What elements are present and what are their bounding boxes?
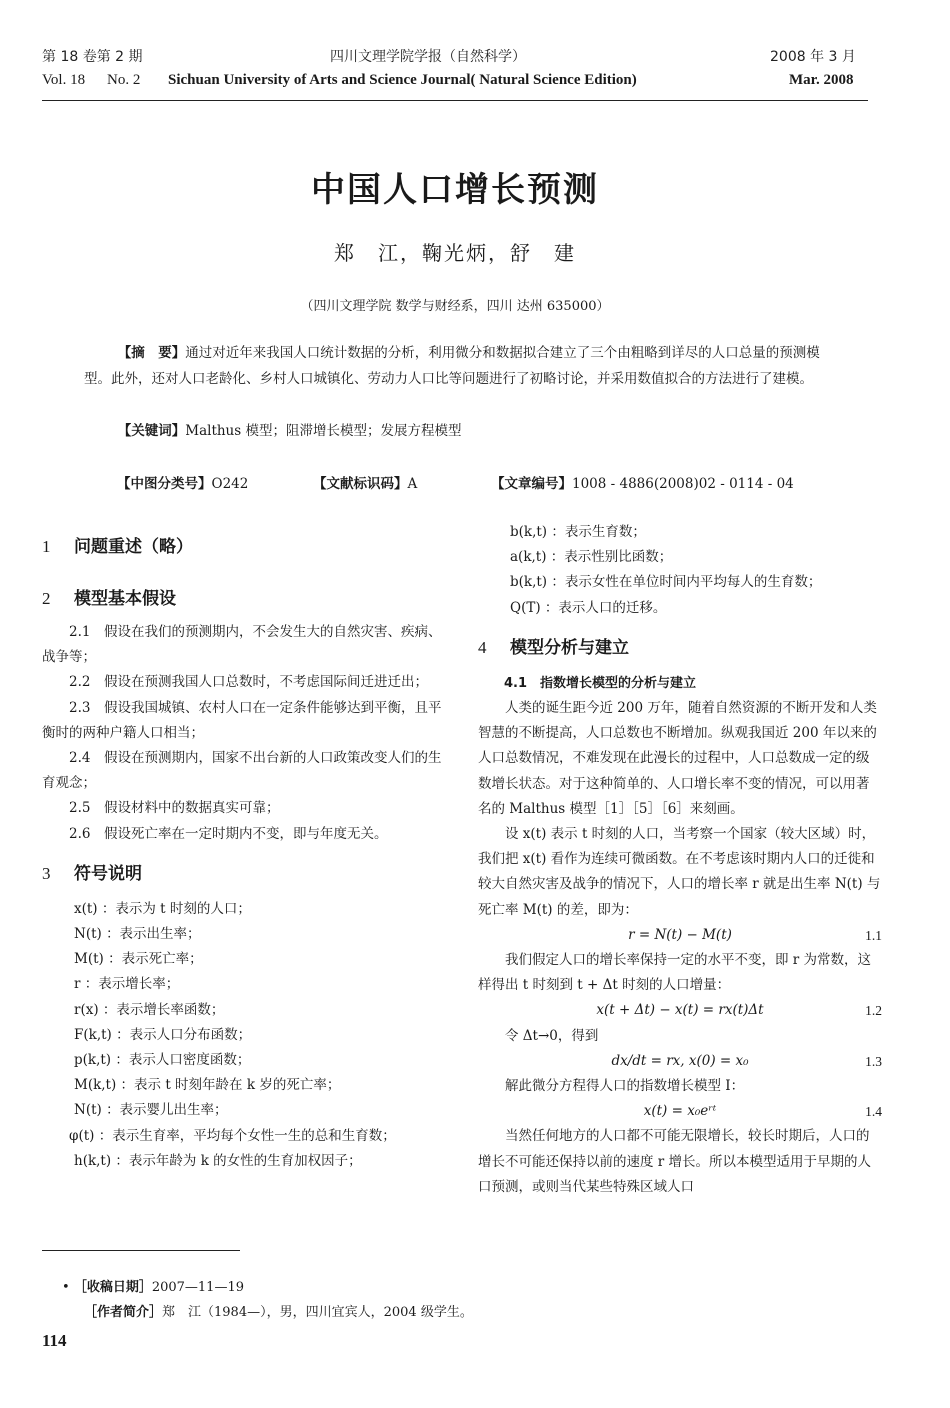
footnote-bullet: • — [62, 1280, 70, 1295]
clc-label: 【中图分类号】 — [117, 476, 212, 492]
symbol-item: r(x) ：表示增长率函数； — [74, 1001, 225, 1018]
abstract — [84, 340, 836, 392]
symbol-item: a(k,t) ：表示性别比函数； — [510, 549, 673, 566]
assumption-2-3: 2.3 假设我国城镇、农村人口在一定条件能够达到平衡，且平衡时的两种户籍人口相当； — [42, 699, 442, 741]
symbol-item: h(k,t) ：表示年龄为 k 的女性的生育加权因子； — [74, 1152, 362, 1169]
equation-1-4: x(t) = x₀eʳᵗ 1.4 — [643, 1103, 882, 1120]
symbol-item: N(t) ：表示婴儿出生率； — [74, 1102, 228, 1119]
symbol-item: M(t) ：表示死亡率； — [74, 951, 203, 968]
header-issue-cn: 第 18 卷第 2 期 — [42, 49, 143, 65]
article-number — [491, 472, 794, 492]
section-1-heading: 1 问题重述（略） — [42, 537, 193, 557]
article-value: 1008 - 4886(2008)02 - 0114 - 04 — [572, 476, 794, 492]
paragraph-limit: 令 Δt→0，得到 — [505, 1027, 599, 1044]
header-journal: Sichuan University of Arts and Science Journal( Natural Science Edition) — [168, 72, 637, 88]
header-volume: Vol. 18 — [42, 72, 86, 88]
keywords-label: 【关键词】 — [117, 423, 186, 439]
article-label: 【文章编号】 — [491, 476, 572, 492]
symbol-item: r ：表示增长率； — [74, 976, 180, 993]
symbol-item: M(k,t) ：表示 t 时刻年龄在 k 岁的死亡率； — [74, 1077, 341, 1094]
symbol-item: φ(t) ：表示生育率，平均每个女性一生的总和生育数； — [69, 1127, 396, 1144]
assumption-2-6: 2.6 假设死亡率在一定时期内不变，即与年度无关。 — [69, 825, 388, 842]
right-column — [478, 520, 882, 1200]
abstract-text: 通过对近年来我国人口统计数据的分析，利用微分和数据拟合建立了三个由粗略到详尽的人口总量的预测模型。此外，还对人口老龄化、乡村人口城镇化、劳动力人口比等问题进行了初略讨论，并采用数值拟合的方法进行了建模。 — [84, 345, 820, 387]
keywords — [84, 418, 836, 444]
doc-label: 【文献标识码】 — [313, 476, 408, 492]
header-rule — [42, 100, 868, 101]
doc-value: A — [407, 476, 418, 492]
page-number: 114 — [42, 1331, 67, 1350]
header-issue: No. 2 — [107, 72, 141, 88]
footnote-received: • ［收稿日期］2007—11—19 — [62, 1280, 244, 1295]
page-title: 中国人口增长预测 — [311, 170, 599, 210]
assumption-2-1: 2.1 假设在我们的预测期内，不会发生大的自然灾害、疾病、战争等； — [42, 624, 442, 666]
equation-1-1: r = N(t) − M(t) 1.1 — [628, 926, 882, 943]
symbol-item: b(k,t) ：表示女性在单位时间内平均每人的生育数； — [510, 574, 822, 591]
symbol-item: x(t) ：表示为 t 时刻的人口； — [74, 900, 251, 917]
paragraph-malthus: 人类的诞生距今近 200 万年，随着自然资源的不断开发和人类智慧的不断提高，人口总数也不断增加。纵观我国近 200 年以来的人口总数情况，不难发现在此漫长的过程中，人口总数成一定的级数增长状态。对于这种简单的、人口增长率不变的情况，可以用著名的 Malthus 模型［1］［5］［6］来刻画。 — [478, 700, 877, 817]
assumption-2-5: 2.5 假设材料中的数据真实可靠； — [69, 800, 280, 817]
symbol-item: p(k,t) ：表示人口密度函数； — [74, 1052, 251, 1069]
assumption-2-4: 2.4 假设在预测期内，国家不出台新的人口政策改变人们的生育观念； — [42, 750, 442, 792]
symbol-item: F(k,t) ：表示人口分布函数； — [74, 1026, 252, 1043]
symbol-item: b(k,t) ：表示生育数； — [510, 524, 646, 540]
affiliation: （四川文理学院 数学与财经系，四川 达州 635000） — [300, 299, 610, 314]
section-4-heading: 4 模型分析与建立 — [478, 637, 629, 658]
paragraph-growth-rate: 设 x(t) 表示 t 时刻的人口，当考察一个国家（较大区域）时，我们把 x(t) 看作为连续可微函数。在不考虑该时期内人口的迁徙和较大自然灾害及战争的情况下，人口的增长率 r 就是出生率 N(t) 与死亡率 M(t) 的差，即为： — [478, 826, 881, 918]
header-journal-cn: 四川文理学院学报（自然科学） — [330, 49, 526, 65]
section-2-heading: 2 模型基本假设 — [42, 589, 176, 609]
equation-1-2: x(t + Δt) − x(t) = rx(t)Δt 1.2 — [596, 1002, 882, 1019]
paragraph-constant-rate: 我们假定人口的增长率保持一定的水平不变，即 r 为常数，这样得出 t 时刻到 t + Δt 时刻的人口增量： — [478, 952, 872, 994]
symbol-item: Q(T) ：表示人口的迁移。 — [510, 599, 667, 616]
authors: 郑 江，鞠光炳，舒 建 — [334, 241, 576, 265]
symbol-item: N(t) ：表示出生率； — [74, 926, 201, 943]
header-date: Mar. 2008 — [789, 72, 854, 88]
abstract-label: 【摘 要】 — [117, 345, 186, 361]
footnote-author: ［作者简介］郑 江（1984—），男，四川宜宾人，2004 级学生。 — [84, 1305, 473, 1320]
section-4-1-heading: 4.1 指数增长模型的分析与建立 — [504, 675, 697, 691]
doc-code — [313, 472, 417, 492]
footnote-rule — [42, 1250, 240, 1251]
clc-value: O242 — [211, 476, 249, 492]
paragraph-limitation: 当然任何地方的人口都不可能无限增长，较长时期后，人口的增长不可能还保持以前的速度 r 增长。所以本模型适用于早期的人口预测，或则当代某些特殊区域人口 — [478, 1128, 872, 1195]
header-date-cn: 2008 年 3 月 — [770, 49, 856, 65]
clc-number — [117, 472, 248, 492]
section-3-heading: 3 符号说明 — [42, 863, 142, 884]
keywords-text: Malthus 模型；阻滞增长模型；发展方程模型 — [185, 423, 462, 439]
assumption-2-2: 2.2 假设在预测我国人口总数时，不考虑国际间迁进迁出； — [69, 674, 428, 691]
paragraph-solution: 解此微分方程得人口的指数增长模型 Ⅰ： — [505, 1078, 745, 1095]
left-column — [42, 534, 446, 1174]
equation-1-3: dx/dt = rx, x(0) = x₀ 1.3 — [611, 1052, 882, 1069]
